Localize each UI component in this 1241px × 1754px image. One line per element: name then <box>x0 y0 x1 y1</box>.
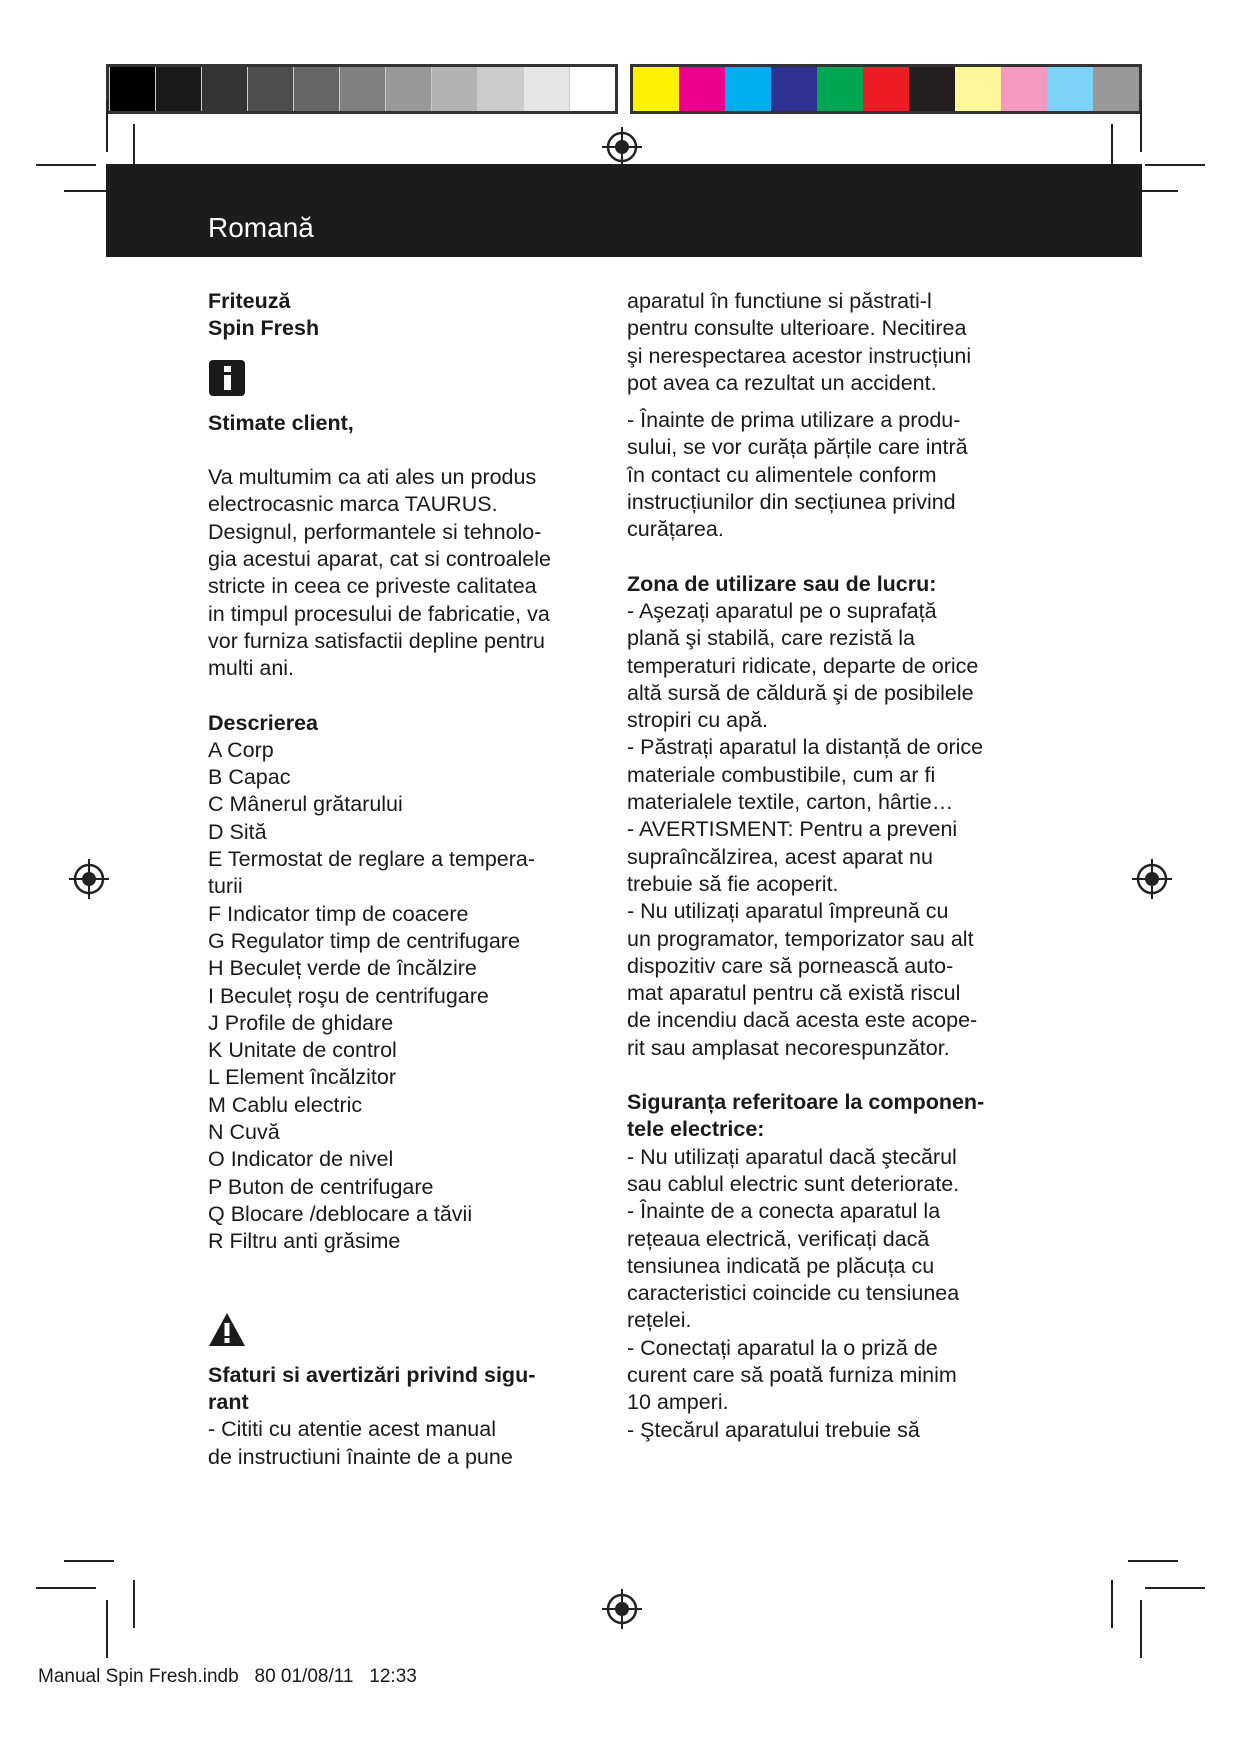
text-line: în contact cu alimentele conform <box>627 462 937 487</box>
registration-mark-icon <box>1131 858 1173 900</box>
description-item: K Unitate de control <box>208 1038 397 1063</box>
description-item: F Indicator timp de coacere <box>208 901 469 926</box>
header-band <box>106 164 1142 257</box>
greeting: Stimate client, <box>208 410 354 435</box>
text-line: dispozitiv care să pornească auto- <box>627 953 954 978</box>
description-item: A Corp <box>208 737 274 762</box>
text-line: - AVERTISMENT: Pentru a preveni <box>627 817 958 842</box>
crop-mark <box>1140 1600 1142 1658</box>
crop-mark <box>1128 1560 1178 1562</box>
text-line: - Aşezați aparatul pe o suprafață <box>627 598 937 623</box>
left-column <box>208 288 588 1471</box>
calibration-swatch <box>909 67 955 111</box>
color-calibration-strip <box>630 64 1142 114</box>
calibration-swatch <box>817 67 863 111</box>
registration-mark-icon <box>601 126 643 168</box>
calibration-swatch <box>725 67 771 111</box>
intro-line: vor furniza satisfactii depline pentru <box>208 628 546 653</box>
intro-line: in timpul procesului de fabricatie, va <box>208 601 550 626</box>
text-line: curățarea. <box>627 517 724 542</box>
text-line: - Nu utilizați aparatul dacă ştecărul <box>627 1144 957 1169</box>
text-line: de incendiu dacă acesta este acope- <box>627 1008 978 1033</box>
print-slug: Manual Spin Fresh.indb 80 01/08/11 12:33 <box>38 1666 417 1687</box>
text-line: aparatul în functiune si păstrati-l <box>627 289 932 313</box>
text-line: - Înainte de prima utilizare a produ- <box>627 408 961 433</box>
text-line: plană şi stabilă, care rezistă la <box>627 626 916 651</box>
description-item: N Cuvă <box>208 1120 280 1145</box>
description-item: M Cablu electric <box>208 1092 363 1117</box>
text-line: sului, se vor curăța părțile care intră <box>627 435 968 460</box>
description-item: Q Blocare /deblocare a tăvii <box>208 1201 473 1226</box>
zone-heading: Zona de utilizare sau de lucru: <box>627 571 937 596</box>
safety-heading-line: rant <box>208 1390 249 1415</box>
description-item: P Buton de centrifugare <box>208 1174 434 1199</box>
description-item: H Beculeț verde de încălzire <box>208 956 477 981</box>
calibration-swatch <box>633 67 679 111</box>
electric-text <box>627 1144 1027 1444</box>
text-line: instrucțiunilor din secțiunea privind <box>627 490 956 515</box>
continued-paragraph <box>627 288 1027 397</box>
description-item: J Profile de ghidare <box>208 1010 394 1035</box>
text-line: mat aparatul pentru că există riscul <box>627 981 961 1006</box>
text-line: altă sursă de căldură şi de posibilele <box>627 680 974 705</box>
calibration-swatch <box>201 67 247 111</box>
text-line: 10 amperi. <box>627 1390 729 1415</box>
description-heading: Descrierea <box>208 710 318 735</box>
text-line: - Înainte de a conecta aparatul la <box>627 1199 941 1224</box>
text-line: rețelei. <box>627 1308 692 1333</box>
description-item: L Element încălzitor <box>208 1065 397 1090</box>
safety-text <box>208 1416 588 1471</box>
text-line: supraîncălzirea, acest aparat nu <box>627 844 933 869</box>
calibration-swatch <box>679 67 725 111</box>
crop-mark <box>36 164 96 166</box>
intro-line: multi ani. <box>208 656 295 681</box>
text-line: trebuie să fie acoperit. <box>627 871 839 896</box>
crop-mark <box>1111 1580 1113 1628</box>
crop-mark <box>36 1587 96 1589</box>
calibration-swatch <box>339 67 385 111</box>
grayscale-calibration-strip <box>106 64 618 114</box>
text-line: un programator, temporizator sau alt <box>627 926 974 951</box>
safety-line: - Cititi cu atentie acest manual <box>208 1417 496 1442</box>
electric-heading-line: Siguranța referitoare la componen- <box>627 1090 985 1115</box>
intro-line: gia acestui aparat, cat si controalele <box>208 547 552 572</box>
product-title-line: Friteuză <box>208 289 291 313</box>
language-title: Romană <box>208 212 314 243</box>
calibration-swatch <box>863 67 909 111</box>
calibration-swatch <box>1093 67 1139 111</box>
calibration-swatch <box>293 67 339 111</box>
description-list <box>208 737 588 1256</box>
text-line: stropiri cu apă. <box>627 708 769 733</box>
safety-line: de instructiuni înainte de a pune <box>208 1444 513 1469</box>
text-line: - Conectați aparatul la o priză de <box>627 1335 938 1360</box>
description-item: B Capac <box>208 765 291 790</box>
crop-mark <box>64 1560 114 1562</box>
text-line: rit sau amplasat necorespunzător. <box>627 1035 950 1060</box>
text-line: - Nu utilizați aparatul împreună cu <box>627 899 949 924</box>
calibration-swatch <box>523 67 569 111</box>
right-column <box>627 288 1027 1444</box>
text-line: tensiunea indicată pe plăcuța cu <box>627 1253 935 1278</box>
description-item: G Regulator timp de centrifugare <box>208 928 520 953</box>
description-item: E Termostat de reglare a tempera- <box>208 847 536 872</box>
registration-mark-icon <box>601 1588 643 1630</box>
crop-mark <box>1145 1587 1205 1589</box>
calibration-swatch <box>1001 67 1047 111</box>
text-line: pentru consulte ulterioare. Necitirea <box>627 316 967 341</box>
calibration-swatch <box>431 67 477 111</box>
calibration-swatch <box>155 67 201 111</box>
text-line: pot avea ca rezultat un accident. <box>627 370 937 395</box>
intro-line: stricte in ceea ce priveste calitatea <box>208 574 537 599</box>
calibration-swatch <box>385 67 431 111</box>
text-line: materiale combustibile, cum ar fi <box>627 762 936 787</box>
crop-mark <box>1140 100 1142 152</box>
text-line: sau cablul electric sunt deteriorate. <box>627 1171 960 1196</box>
electric-heading-line: tele electrice: <box>627 1117 765 1142</box>
calibration-swatch <box>247 67 293 111</box>
calibration-swatch <box>477 67 523 111</box>
safety-heading-line: Sfaturi si avertizări privind sigu- <box>208 1362 536 1387</box>
zone-text <box>627 598 1027 1062</box>
description-item: R Filtru anti grăsime <box>208 1229 401 1254</box>
first-use-paragraph <box>627 407 1027 543</box>
intro-line: Va multumim ca ati ales un produs <box>208 465 537 490</box>
calibration-swatch <box>109 67 155 111</box>
description-item: turii <box>208 874 243 899</box>
text-line: temperaturi ridicate, departe de orice <box>627 653 979 678</box>
text-line: - Păstrați aparatul la distanță de orice <box>627 735 984 760</box>
text-line: - Ştecărul aparatului trebuie să <box>627 1417 920 1442</box>
description-item: D Sită <box>208 819 267 844</box>
description-item: I Beculeț roşu de centrifugare <box>208 983 489 1008</box>
description-item: C Mânerul grătarului <box>208 792 403 817</box>
intro-paragraph <box>208 464 588 682</box>
crop-mark <box>133 1580 135 1628</box>
calibration-swatch <box>569 67 615 111</box>
intro-line: Designul, performantele si tehnolo- <box>208 519 542 544</box>
text-line: materialele textile, carton, hârtie… <box>627 790 954 815</box>
warning-icon <box>208 1311 246 1349</box>
text-line: rețeaua electrică, verificați dacă <box>627 1226 930 1251</box>
calibration-swatch <box>1047 67 1093 111</box>
calibration-swatch <box>955 67 1001 111</box>
crop-mark <box>106 100 108 152</box>
intro-line: electrocasnic marca TAURUS. <box>208 492 498 517</box>
registration-mark-icon <box>68 858 110 900</box>
text-line: şi nerespectarea acestor instrucțiuni <box>627 343 972 368</box>
text-line: caracteristici coincide cu tensiunea <box>627 1281 960 1306</box>
crop-mark <box>106 1600 108 1658</box>
calibration-swatch <box>771 67 817 111</box>
text-line: curent care să poată furniza minim <box>627 1362 957 1387</box>
info-icon <box>208 359 246 397</box>
crop-mark <box>1145 164 1205 166</box>
product-title-line: Spin Fresh <box>208 316 320 341</box>
description-item: O Indicator de nivel <box>208 1147 394 1172</box>
